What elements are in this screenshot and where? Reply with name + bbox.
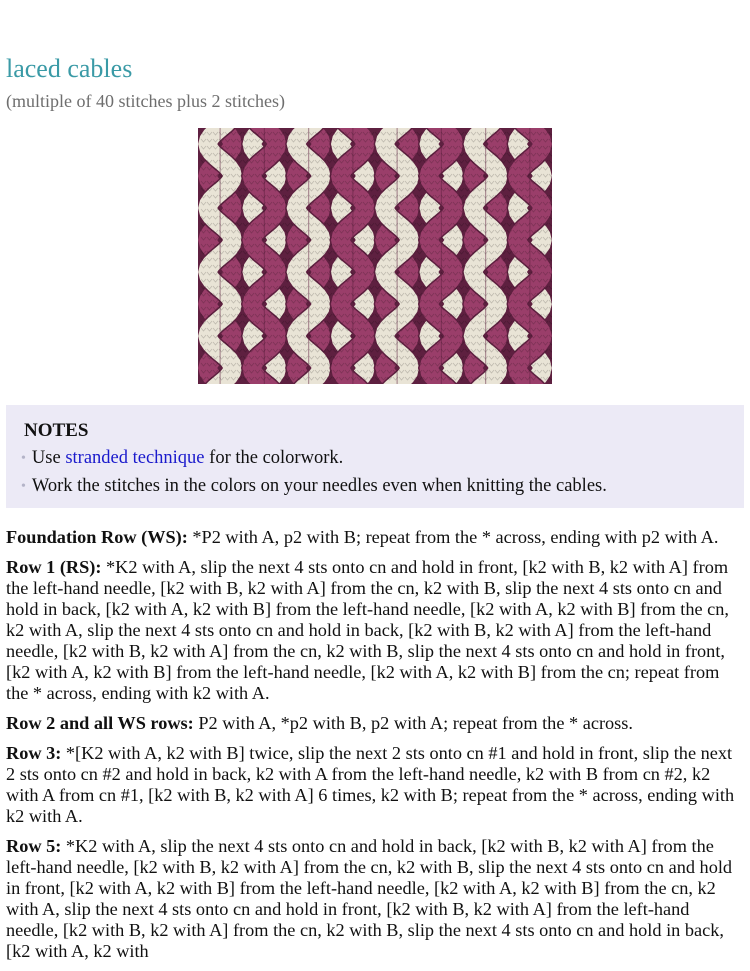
- bullet-icon: •: [21, 451, 26, 466]
- row-label: Row 3:: [6, 743, 62, 763]
- knitted-swatch-image: [198, 128, 552, 384]
- notes-box: [6, 405, 744, 508]
- notes-heading: NOTES: [24, 420, 89, 441]
- row-instruction: [6, 557, 742, 704]
- row-instruction: [6, 527, 742, 548]
- row-instruction: [6, 743, 742, 827]
- bullet-icon: •: [21, 478, 26, 494]
- page-title: laced cables: [6, 54, 133, 83]
- pattern-rows: [6, 527, 742, 971]
- cable-column: [429, 128, 454, 384]
- cable-column: [252, 128, 277, 384]
- note-suffix: for the colorwork.: [204, 448, 344, 468]
- cable-column: [473, 128, 498, 384]
- note-prefix: Use: [31, 448, 66, 468]
- note-item: [21, 473, 607, 501]
- cable-column: [385, 128, 410, 384]
- stranded-technique-link[interactable]: stranded technique: [65, 448, 205, 468]
- row-text: P2 with A, *p2 with B, p2 with A; repeat from the * across.: [193, 713, 633, 733]
- row-text: *K2 with A, slip the next 4 sts onto cn and hold in back, [k2 with B, k2 with A] from the left-hand needle, [k2 with B, k2 with A] from the cn, k2 with B, slip the next 4 sts onto cn and hold in front, [k2 with A, k2 with B] from the left-hand needle, [k2 with A, k2 with B] from the cn, k2 with A, slip the next 4 sts onto cn and hold in front, [k2 with B, k2 with A] from the left-hand needle, [k2 with B, k2 with A] from the cn, k2 with B, slip the next 4 sts onto cn and hold in back, [k2 with A, k2 with: [6, 836, 733, 961]
- note-text: Work the stitches in the colors on your needles even when knitting the cables.: [31, 475, 607, 496]
- cable-column: [518, 128, 543, 384]
- stitch-multiple-subtitle: (multiple of 40 stitches plus 2 stitches): [6, 91, 285, 111]
- row-label: Foundation Row (WS):: [6, 527, 188, 547]
- cable-column: [296, 128, 321, 384]
- row-label: Row 5:: [6, 836, 62, 856]
- row-text: *[K2 with A, k2 with B] twice, slip the next 2 sts onto cn #1 and hold in front, slip the next 2 sts onto cn #2 and hold in back, k2 with A from the left-hand needle, k2 with B from cn #2, k2 with A from cn #1, [k2 with B, k2 with A] 6 times, k2 with B; repeat from the * across, ending with k2 with A.: [6, 743, 735, 826]
- cable-column: [341, 128, 366, 384]
- row-instruction: [6, 836, 742, 962]
- knitted-swatch-illustration: [198, 128, 552, 384]
- row-text: *P2 with A, p2 with B; repeat from the * across, ending with p2 with A.: [187, 527, 719, 547]
- note-item: [21, 445, 607, 473]
- row-label: Row 2 and all WS rows:: [6, 713, 194, 733]
- row-text: *K2 with A, slip the next 4 sts onto cn and hold in front, [k2 with B, k2 with A] from the left-hand needle, [k2 with B, k2 with A] from the cn, k2 with B, slip the next 4 sts onto cn and hold in back, [k2 with A, k2 with B] from the left-hand needle, [k2 with A, k2 with B] from the cn, k2 with A, slip the next 4 sts onto cn and hold in back, [k2 with B, k2 with A] from the left-hand needle, [k2 with B, k2 with A] from the cn, k2 with B, slip the next 4 sts onto cn and hold in front, [k2 with A, k2 with B] from the left-hand needle, [k2 with A, k2 with B] from the cn; repeat from the * across, ending with k2 with A.: [6, 557, 729, 703]
- cable-column: [208, 128, 233, 384]
- notes-list: [21, 445, 607, 500]
- row-label: Row 1 (RS):: [6, 557, 102, 577]
- row-instruction: [6, 713, 742, 734]
